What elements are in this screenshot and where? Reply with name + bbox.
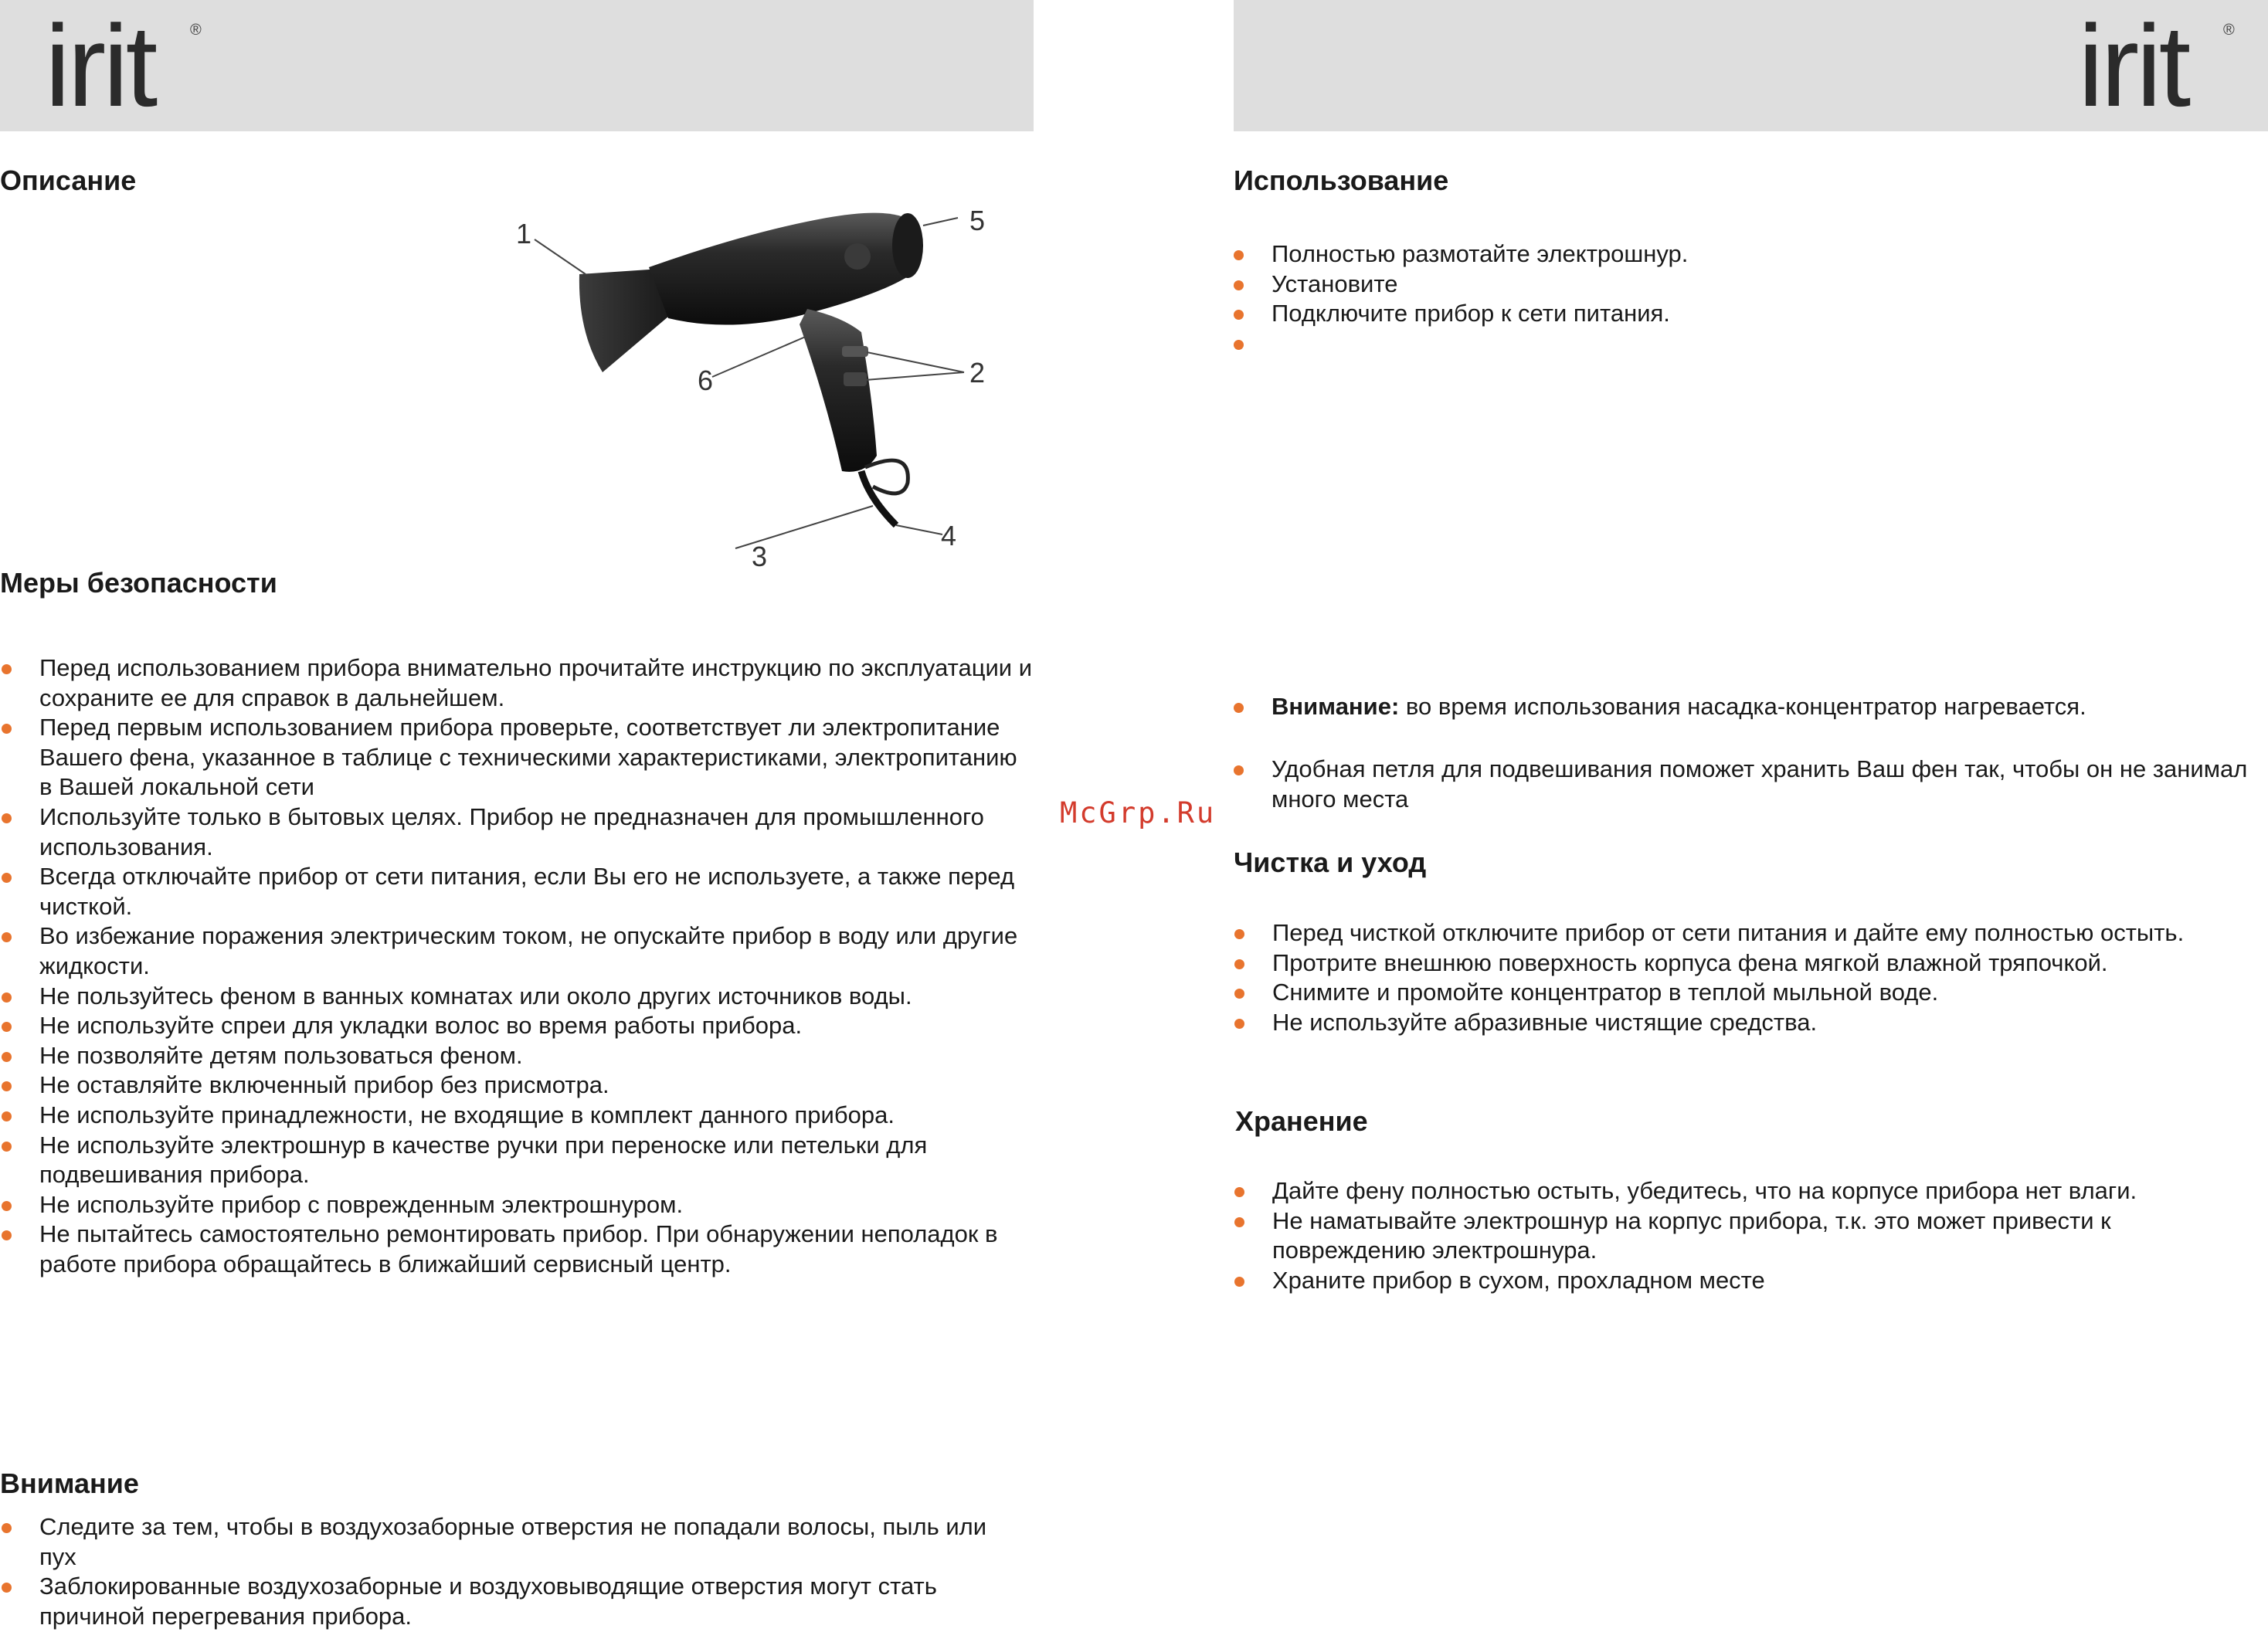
callout-line-2b [865, 372, 964, 380]
list-item: Не используйте прибор с поврежденным электрошнуром. [0, 1190, 1035, 1220]
list-item: Перед чисткой отключите прибор от сети питания и дайте ему полностью остыть. [1233, 918, 2237, 948]
description-heading: Описание [0, 165, 137, 196]
cleaning-list [1233, 918, 2237, 1037]
registered-mark-left: ® [190, 22, 202, 39]
callout-label-2: 2 [969, 357, 986, 388]
list-item: Установите [1232, 270, 2236, 300]
cord-shape [861, 471, 896, 525]
list-item: Всегда отключайте прибор от сети питания, если Вы его не используете, а также перед чисткой. [0, 862, 1035, 921]
watermark-text: McGrp.Ru [1060, 796, 1217, 830]
attention-list [0, 1512, 1004, 1631]
body-button-shape [844, 243, 871, 270]
list-item: Подключите прибор к сети питания. [1232, 299, 2236, 329]
loop-text: Удобная петля для подвешивания поможет хранить Ваш фен так, чтобы он не занимал много места [1272, 755, 2248, 813]
list-item: Не оставляйте включенный прибор без присмотра. [0, 1070, 1035, 1101]
brand-logo-right: irit [2078, 1, 2188, 131]
safety-list [0, 653, 1035, 1279]
bullet-dot [1234, 765, 1244, 775]
warning-text: во время использования насадка-концентратор нагревается. [1399, 693, 2086, 720]
callout-line-4 [896, 525, 942, 534]
list-item: Перед первым использованием прибора проверьте, соответствует ли электропитание Вашего фена, указанное в таблице с техническими характеристиками, электропитанию в Вашей локальной сети [0, 713, 1035, 802]
storage-list [1233, 1176, 2253, 1295]
callout-label-4: 4 [941, 520, 957, 551]
cleaning-heading: Чистка и уход [1234, 847, 1427, 878]
handle-shape [800, 309, 877, 472]
list-item: Не пытайтесь самостоятельно ремонтировать прибор. При обнаружении неполадок в работе прибора обращайтесь в ближайший сервисный центр. [0, 1220, 1035, 1279]
list-item: Не наматывайте электрошнур на корпус прибора, т.к. это может привести к повреждению электрошнура. [1233, 1206, 2253, 1266]
list-item: Не используйте спреи для укладки волос во время работы прибора. [0, 1011, 1035, 1041]
callout-line-1 [535, 239, 586, 274]
list-item: Дайте фену полностью остыть, убедитесь, что на корпусе прибора нет влаги. [1233, 1176, 2253, 1206]
callout-label-5: 5 [969, 205, 986, 236]
brand-logo-left: irit [45, 1, 155, 131]
list-item: Протрите внешнюю поверхность корпуса фена мягкой влажной тряпочкой. [1233, 948, 2237, 979]
list-item: Снимите и промойте концентратор в теплой мыльной воде. [1233, 978, 2237, 1008]
bullet-dot [1234, 703, 1244, 713]
list-item: Не позволяйте детям пользоваться феном. [0, 1041, 1035, 1071]
switch-shape-1 [842, 346, 868, 357]
header-band-left [0, 0, 1034, 131]
hair-dryer-illustration [494, 201, 989, 579]
attention-heading: Внимание [0, 1467, 139, 1499]
list-item: Во избежание поражения электрическим током, не опускайте прибор в воду или другие жидкости. [0, 921, 1035, 981]
list-item: Заблокированные воздухозаборные и воздуховыводящие отверстия могут стать причиной перегревания прибора. [0, 1572, 1004, 1631]
registered-mark-right: ® [2223, 22, 2235, 39]
dryer-body-shape [649, 213, 922, 325]
callout-label-1: 1 [516, 218, 532, 249]
list-item: Перед использованием прибора внимательно прочитайте инструкцию по эксплуатации и сохраните ее для справок в дальнейшем. [0, 653, 1035, 713]
list-item: Не пользуйтесь феном в ванных комнатах или около других источников воды. [0, 982, 1035, 1012]
callout-line-2a [867, 352, 964, 372]
nozzle-shape [579, 269, 668, 372]
loop-note [1232, 755, 2268, 814]
callout-line-5 [923, 218, 958, 226]
usage-heading: Использование [1234, 165, 1449, 196]
safety-heading: Меры безопасности [0, 567, 277, 599]
list-item: Не используйте принадлежности, не входящие в комплект данного прибора. [0, 1101, 1035, 1131]
switch-shape-2 [844, 372, 867, 386]
callout-label-3: 3 [752, 541, 768, 572]
list-item [1232, 329, 2236, 359]
warning-label: Внимание: [1272, 693, 1400, 720]
warning-note [1232, 692, 2268, 722]
list-item: Полностью размотайте электрошнур. [1232, 239, 2236, 270]
usage-list [1232, 239, 2236, 358]
callout-line-6 [712, 336, 807, 377]
storage-heading: Хранение [1235, 1105, 1368, 1137]
list-item: Не используйте электрошнур в качестве ручки при переноске или петельки для подвешивания прибора. [0, 1131, 1035, 1190]
list-item: Следите за тем, чтобы в воздухозаборные отверстия не попадали волосы, пыль или пух [0, 1512, 1004, 1572]
list-item: Не используйте абразивные чистящие средства. [1233, 1008, 2237, 1038]
list-item: Храните прибор в сухом, прохладном месте [1233, 1266, 2253, 1296]
callout-label-6: 6 [698, 365, 714, 396]
list-item: Используйте только в бытовых целях. Прибор не предназначен для промышленного использования. [0, 802, 1035, 862]
rear-grille-shape [892, 213, 923, 278]
